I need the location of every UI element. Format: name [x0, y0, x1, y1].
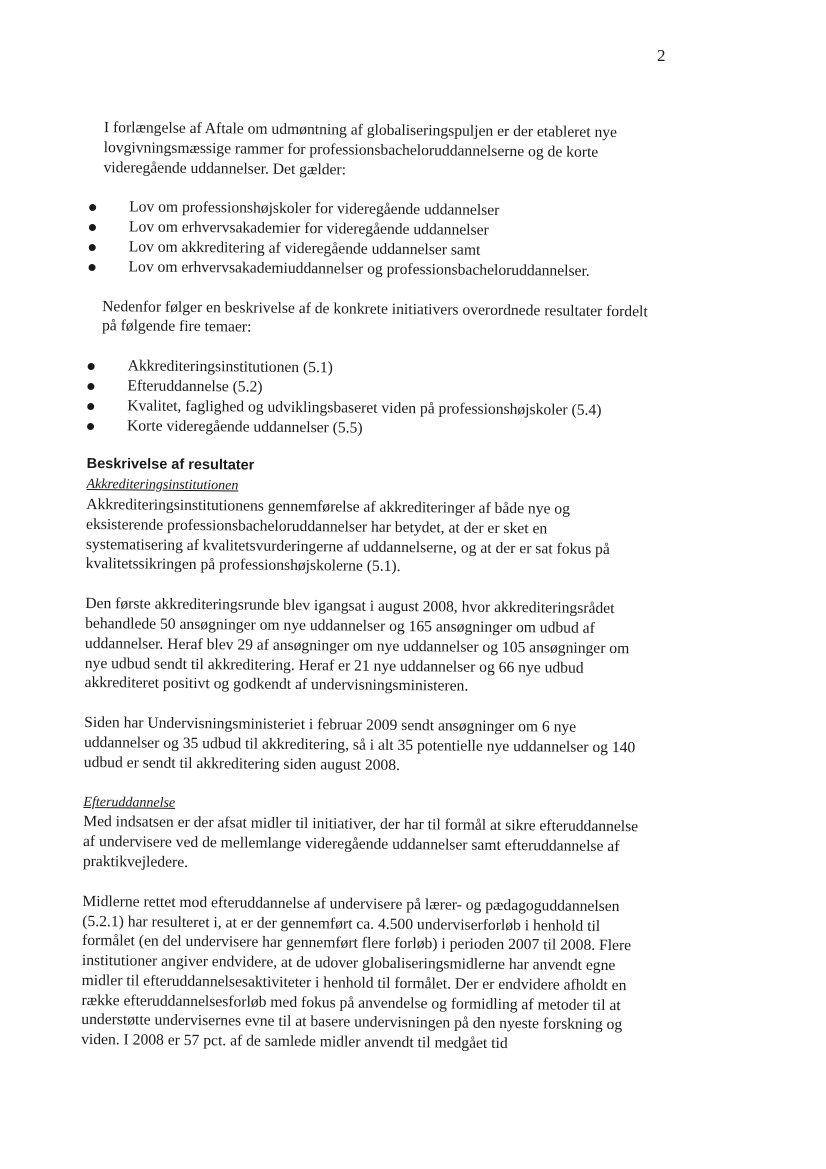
bullet-icon	[89, 264, 96, 271]
subsection-title-efteruddannelse: Efteruddannelse	[83, 794, 176, 811]
bullet-icon	[88, 363, 95, 370]
bullet-icon	[87, 423, 94, 430]
bullet-icon	[89, 244, 96, 251]
paragraph: Med indsatsen er der afsat midler til initiativer, der har til formål at sikre efteruddannelse af undervisere ved de mellemlange videregående uddannelser samt efteruddannelse af praktikvejledere.	[82, 813, 639, 871]
laws-list	[88, 197, 649, 282]
list-item: Lov om akkreditering af videregående uddannelser samt	[89, 237, 649, 262]
page-number: 2	[657, 46, 666, 65]
bullet-icon	[89, 204, 96, 211]
bullet-icon	[87, 383, 94, 390]
section-heading: Beskrivelse af resultater	[86, 456, 255, 474]
paragraph: Siden har Undervisningsministeriet i februar 2009 sendt ansøgninger om 6 nye uddannelser og 35 udbud til akkreditering, så i alt 35 potentielle nye uddannelser og 140 udbud er sendt til akkreditering siden august 2008.	[83, 714, 636, 774]
list-item: Kvalitet, faglighed og udviklingsbaseret viden på professionshøjskoler (5.4)	[87, 396, 647, 421]
list-item: Akkrediteringsinstitutionen (5.1)	[88, 356, 648, 381]
bullet-icon	[89, 224, 96, 231]
bullet-icon	[87, 403, 94, 410]
list-item: Efteruddannelse (5.2)	[87, 376, 647, 401]
document-body	[81, 118, 650, 1055]
subsection-title-akkreditering: Akkrediteringsinstitutionen	[86, 477, 239, 494]
list-item: Lov om erhvervsakademiuddannelser og professionsbacheloruddannelser.	[88, 257, 648, 282]
list-item: Korte videregående uddannelser (5.5)	[87, 416, 647, 441]
paragraph: Akkrediteringsinstitutionens gennemførelse af akkrediteringer af både nye og eksisterende professionsbacheloruddannelser har betydet, at der er sket en systematisering af kvalitetsvurderingerne af uddannelserne, og at der er sat fokus på kvalitetssikringen på professionshøjskolerne (5.1).	[85, 495, 610, 576]
paragraph: Midlerne rettet mod efteruddannelse af undervisere på lærer- og pædagoguddannelsen (5.2.1) har resulteret i, at er der gennemført ca. 4.500 underviserforløb i henhold til formålet (en del undervisere har gennemført flere forløb) i perioden 2007 til 2008. Flere institutioner angiver endvidere, at de udover globaliseringsmidlerne har anvendt egne midler til efteruddannelsesaktiviteter i henhold til formålet. Der er endvidere afholdt en række efteruddannelsesforløb med fokus på anvendelse og formidling af metoder til at understøtte undervisernes evne til at basere undervisningen på den nyeste forskning og viden. I 2008 er 57 pct. af de samlede midler anvendt til medgået tid	[81, 892, 632, 1053]
themes-list	[87, 356, 648, 441]
list-item: Lov om erhvervsakademier for videregående uddannelser	[89, 217, 649, 242]
paragraph: Den første akkrediteringsrunde blev igangsat i august 2008, hvor akkrediteringsrådet behandlede 50 ansøgninger om nye uddannelser og 165 ansøgninger om udbud af uddannelser. Heraf blev 29 af ansøgninger om nye uddannelser og 105 ansøgninger om nye udbud sendt til akkreditering. Heraf er 21 nye uddannelser og 66 nye udbud akkrediteret positivt og godkendt af undervisningsministeren.	[84, 595, 630, 695]
intro-paragraph: I forlængelse af Aftale om udmøntning af globaliseringspuljen er der etableret nye lovgivningsmæssige rammer for professionsbacheloruddannelserne og de korte videregående uddannelser. Det gælder:	[103, 119, 618, 179]
list-item: Lov om professionshøjskoler for videregående uddannelser	[89, 197, 649, 222]
themes-intro-paragraph: Nedenfor følger en beskrivelse af de konkrete initiativers overordnede resultater fordelt på følgende fire temaer:	[101, 297, 648, 336]
